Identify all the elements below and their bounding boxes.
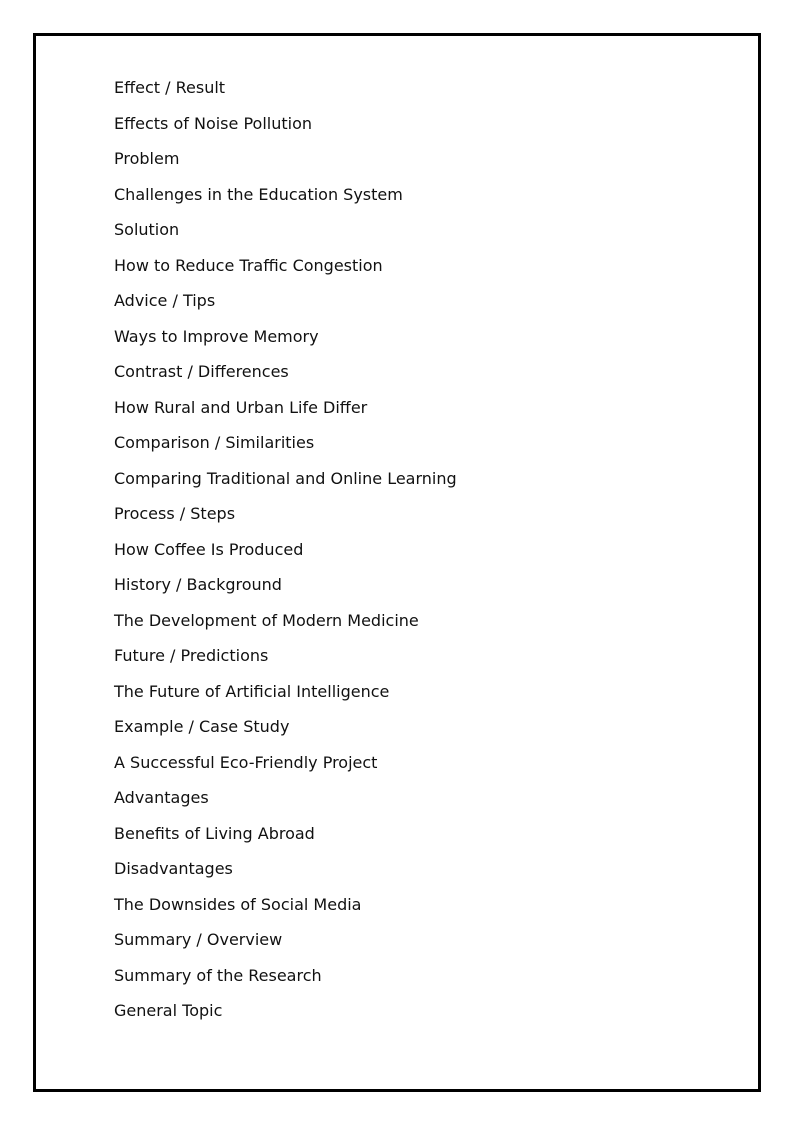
list-item: Summary of the Research (114, 965, 322, 985)
list-item: History / Background (114, 575, 282, 594)
list-item: Solution (114, 220, 180, 239)
list-item: Problem (114, 149, 180, 168)
list-item: Disadvantages (114, 859, 233, 878)
list-item: The Downsides of Social Media (114, 894, 362, 914)
list-item: Process / Steps (114, 504, 236, 523)
list-item: General Topic (114, 1001, 223, 1020)
list-item: Comparing Traditional and Online Learning (114, 468, 457, 488)
list-item: How Coffee Is Produced (114, 539, 304, 559)
list-item: Effect / Result (114, 78, 226, 97)
list-item: How Rural and Urban Life Differ (114, 397, 368, 417)
list-item: Advantages (114, 788, 209, 807)
list-item: Example / Case Study (114, 717, 290, 736)
topic-list (114, 75, 457, 1034)
list-item: Challenges in the Education System (114, 184, 403, 204)
list-item: Contrast / Differences (114, 362, 289, 381)
list-item: The Future of Artificial Intelligence (114, 681, 390, 701)
list-item: Ways to Improve Memory (114, 326, 319, 346)
list-item: Future / Predictions (114, 646, 269, 665)
list-item: Effects of Noise Pollution (114, 113, 312, 133)
list-item: Comparison / Similarities (114, 433, 315, 452)
list-item: The Development of Modern Medicine (114, 610, 419, 630)
list-item: Summary / Overview (114, 930, 283, 949)
list-item: Advice / Tips (114, 291, 216, 310)
list-item: How to Reduce Traffic Congestion (114, 255, 383, 275)
list-item: Benefits of Living Abroad (114, 823, 315, 843)
list-item: A Successful Eco-Friendly Project (114, 752, 378, 772)
